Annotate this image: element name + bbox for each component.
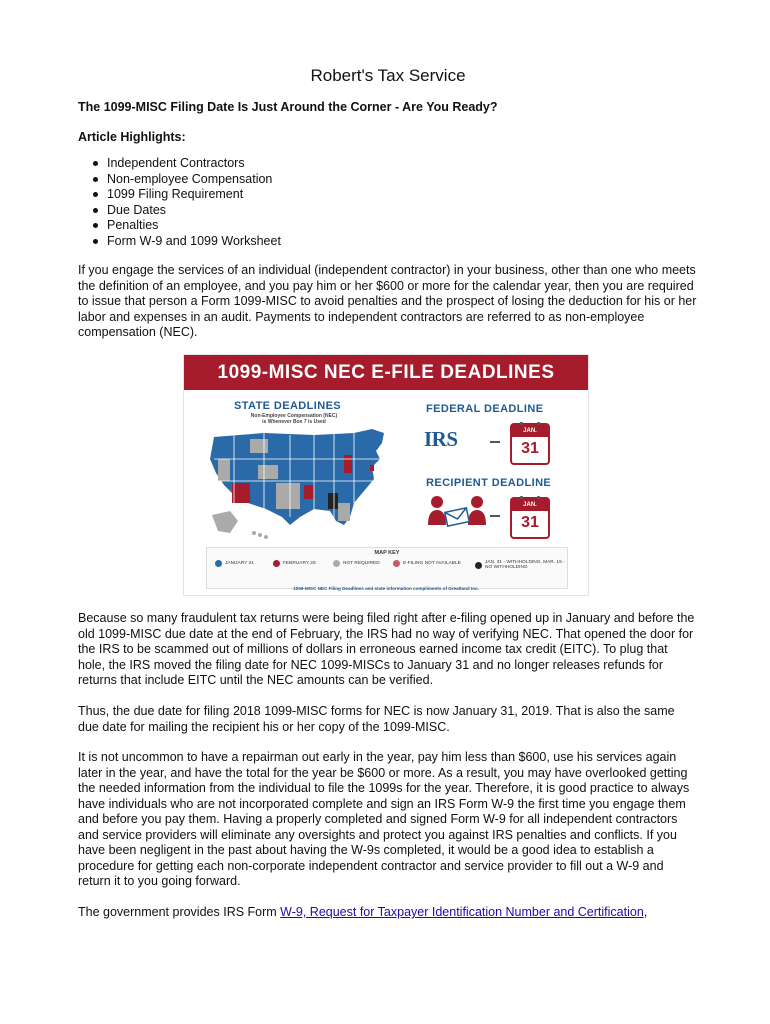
map-key-title: MAP KEY [374,550,400,556]
calendar-icon [510,423,550,465]
paragraph-due-date: Thus, the due date for filing 2018 1099-MISC forms for NEC is now January 31, 2019. That is also the same due date for mailing the recipient his or her copy of the 1099-MISC. [78,704,675,734]
paragraph-intro: If you engage the services of an individual (independent contractor) in your business, other than one who meets the definition of an employee, and you pay him or her $600 or more for the calendar year, then you are required to issue that person a Form 1099-MISC to avoid penalties and the prospect of losing the deduction for his or her labor and expenses in an audit. Payments to independent contractors are referred to as non-employee compensation (NEC). [78,263,697,339]
key-label: FEBRUARY 28 [283,561,316,566]
state-not-required [276,483,300,509]
state-february-28 [232,483,250,503]
key-swatch [475,562,482,569]
irs-logo: IRS [424,427,458,451]
state-note-line-2: is Whenever Box 7 is Used [262,419,326,425]
list-item: Independent Contractors [93,156,281,172]
key-item-withholding [475,560,565,570]
state-not-required [250,439,268,453]
key-item-not-required [333,560,380,567]
key-swatch [333,560,340,567]
key-item-february [273,560,316,567]
list-item: Penalties [93,218,281,234]
document-title: Robert's Tax Service [310,66,466,85]
paragraph-government [78,905,698,921]
state-february-28 [344,455,352,473]
state-february-28 [370,465,374,471]
alaska-shape [212,511,238,533]
key-label: NOT REQUIRED [343,561,380,566]
us-map-illustration [204,425,404,543]
calendar-month: JAN. [512,425,548,437]
key-swatch [215,560,222,567]
hawaii-shape [258,533,262,537]
state-deadlines-heading: STATE DEADLINES [234,400,342,412]
highlights-heading: Article Highlights: [78,130,186,144]
paragraph-text: , [643,905,648,919]
federal-deadline-heading: FEDERAL DEADLINE [426,403,544,415]
highlights-list [78,156,281,250]
map-key [206,547,568,589]
calendar-day: 31 [521,440,539,457]
infographic-banner: 1099-MISC NEC E-FILE DEADLINES [184,355,588,390]
hawaii-shape [264,535,268,539]
calendar-month: JAN. [512,499,548,511]
calendar-day: 31 [521,514,539,531]
key-label: JAN. 31 - WITHHOLDING, MAR. 15 - NO WITHHOLDING [485,560,565,570]
key-item-january [215,560,254,567]
recipient-deadline-heading: RECIPIENT DEADLINE [426,477,552,489]
key-swatch [393,560,400,567]
list-item: Non-employee Compensation [93,172,281,188]
calendar-icon [510,497,550,539]
state-february-28 [304,485,314,499]
list-item: 1099 Filing Requirement [93,187,281,203]
list-item: Due Dates [93,203,281,219]
article-heading: The 1099-MISC Filing Date Is Just Around the Corner - Are You Ready? [78,100,498,114]
recipients-mail-icon [428,495,486,531]
w9-form-link[interactable]: W-9, Request for Taxpayer Identification Number and Certification [280,905,644,919]
hawaii-shape [252,531,256,535]
paragraph-text: The government provides IRS Form [78,905,281,919]
state-note-line-1: Non-Employee Compensation (NEC) [250,413,338,419]
state-not-required [338,503,350,521]
key-swatch [273,560,280,567]
list-item: Form W-9 and 1099 Worksheet [93,234,281,250]
us-mainland-shape [210,429,384,525]
state-not-required [258,465,278,479]
state-withholding [328,493,338,509]
dash-icon [490,441,500,443]
state-not-required [218,459,230,481]
infographic-credit: 1099-MISC NEC Filing Deadlines and state information compliments of Greatland Inc. [293,586,479,591]
deadlines-infographic [183,354,589,596]
paragraph-w9: It is not uncommon to have a repairman out early in the year, pay him less than $600, use his services again later in the year, and have the total for the year be $600 or more. As a result, you may have overlooked getting the needed information from the individual to file the 1099s for the year. Therefore, it is good practice to always have individuals who are not incorporated complete and sign an IRS Form W-9 the first time you engage them and before you pay them. Having a properly completed and signed Form W-9 for all independent contractors and service providers will eliminate any oversights and protect you against IRS penalties and conflicts. If you have been negligent in the past about having the W-9s completed, it would be a good idea to establish a procedure for getting each non-corporate independent contractor and service provider to fill out a W-9 and return it to you going forward. [78,750,690,888]
key-item-efile-unavailable [393,560,461,567]
dash-icon [490,515,500,517]
key-label: E-FILING NOT AVAILABLE [403,561,461,566]
paragraph-fraud: Because so many fraudulent tax returns were being filed right after e-filing opened up in January and before the old 1099-MISC due date at the end of February, the IRS had no way of verifying NEC. That opened the door for the IRS to be scammed out of millions of dollars in erroneous earned income tax credit (EITC). To plug that hole, the IRS moved the filing date for NEC 1099-MISCs to January 31 and no longer releases refunds for returns that include EITC until the NEC amounts can be verified. [78,611,695,687]
key-label: JANUARY 31 [225,561,254,566]
